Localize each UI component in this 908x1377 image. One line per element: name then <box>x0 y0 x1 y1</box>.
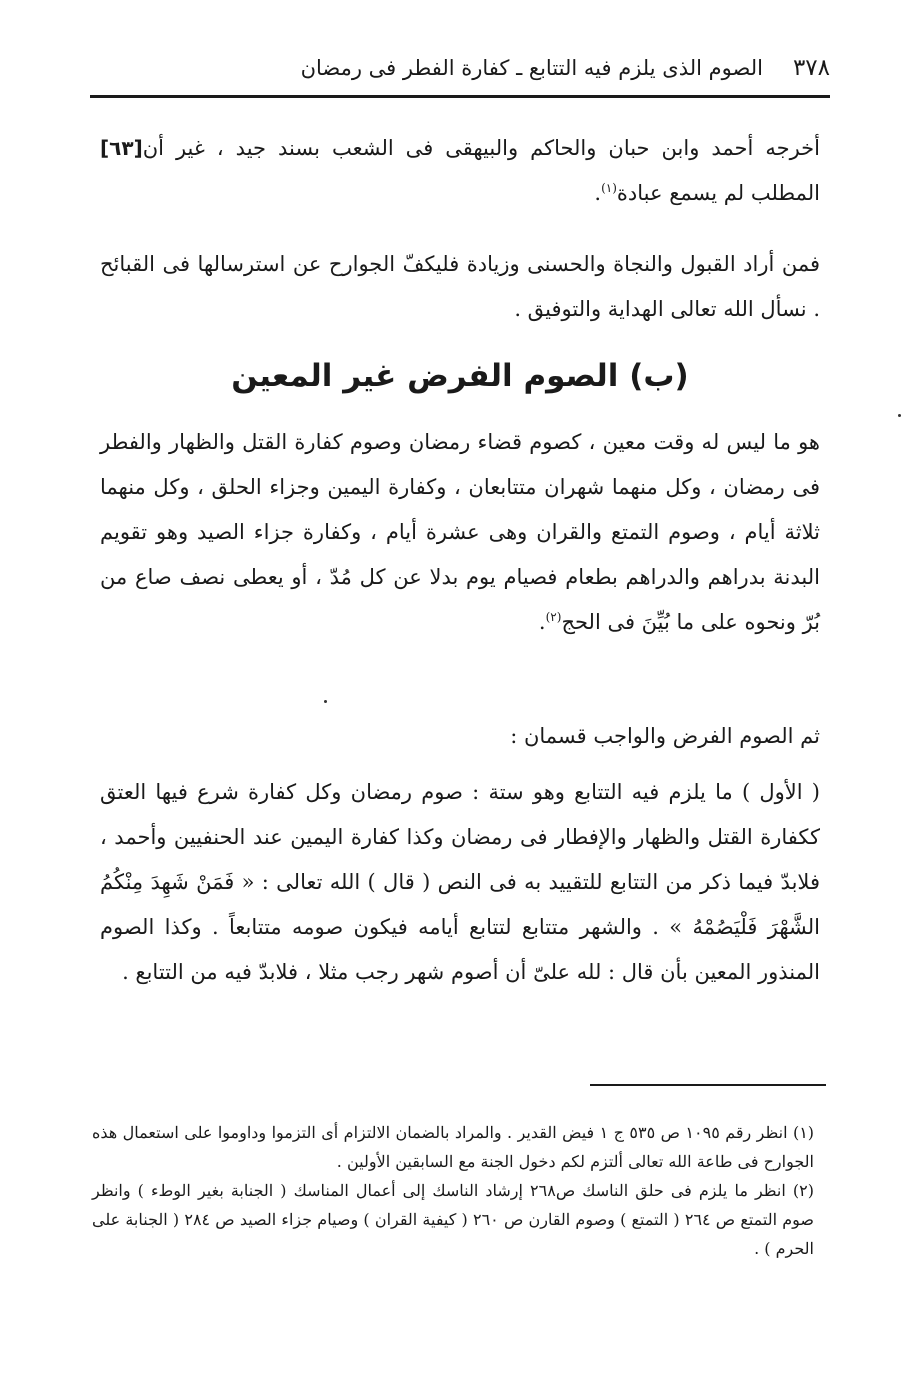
section-heading: (ب) الصوم الفرض غير المعين <box>231 358 689 394</box>
page-number: ٣٧٨ <box>792 55 830 81</box>
intro-paragraph-1-text: أخرجه أحمد وابن حبان والحاكم والبيهقى فى الشعب بسند جيد ، غير أن المطلب لم يسمع عبادة <box>142 136 820 205</box>
header-rule <box>90 95 830 98</box>
footnote-rule <box>590 1084 826 1086</box>
intro-paragraph-2: فمن أراد القبول والنجاة والحسنى وزيادة فليكفّ الجوارح عن استرسالها فى القبائح . نسأل الله تعالى الهداية والتوفيق . <box>100 252 820 321</box>
footnote-marker-2: (٢) <box>545 610 562 624</box>
hadith-reference-number: [٦٣] <box>100 136 143 160</box>
section-paragraph-1-end: . <box>538 610 546 634</box>
section-paragraph-2: ثم الصوم الفرض والواجب قسمان : <box>510 724 820 748</box>
footnotes <box>92 1118 814 1263</box>
intro-paragraph-1-end: . <box>594 181 602 205</box>
page-header <box>92 46 830 90</box>
section-paragraph-3: ( الأول ) ما يلزم فيه التتابع وهو ستة : صوم رمضان وكل كفارة شرع فيها العتق ككفارة القتل والظهار والإفطار فى رمضان وكذا كفارة اليمين عند الحنفيين وأحمد ، فلابدّ فيما ذكر من التتابع للتقييد به فى النص ( قال ) الله تعالى : « فَمَنْ شَهِدَ مِنْكُمُ الشَّهْرَ فَلْيَصُمْهُ » . والشهر متتابع لتتابع أيامه فيكون صومه متتابعاً . وكذا الصوم المنذور المعين بأن قال : لله علىّ أن أصوم شهر رجب مثلا ، فلابدّ فيه من التتابع . <box>100 780 820 984</box>
intro-paragraph-1 <box>100 126 820 216</box>
section-paragraph-1-text: هو ما ليس له وقت معين ، كصوم قضاء رمضان وصوم كفارة القتل والظهار والفطر فى رمضان ، وكل منهما شهران متتابعان ، وكفارة اليمين وجزاء الحلق ، وكل منهما ثلاثة أيام ، وصوم التمتع والقران وهى عشرة أيام ، وكفارة جزاء الصيد وهو تقويم البدنة بدراهم والدراهم بطعام فصيام يوم بدلا عن كل مُدّ ، أو يعطى نصف صاع من بُرّ ونحوه على ما بُيِّنَ فى الحج <box>100 430 820 634</box>
section-paragraph-3-block <box>100 770 820 995</box>
section-paragraph-1 <box>100 420 820 645</box>
ink-speck <box>898 414 901 417</box>
section-paragraph-2-block <box>100 714 820 759</box>
running-title: الصوم الذى يلزم فيه التتابع ـ كفارة الفطر فى رمضان <box>300 56 763 80</box>
footnote-2: (٢) انظر ما يلزم فى حلق الناسك ص٢٦٨ إرشاد الناسك إلى أعمال المناسك ( الجنابة بغير الوطء ) وانظر صوم التمتع ص ٢٦٤ ( التمتع ) وصوم القارن ص ٢٦٠ ( كيفية القران ) وصيام جزاء الصيد ص ٢٨٤ ( الجنابة على الحرم ) . <box>92 1181 815 1258</box>
section-paragraph-1-block <box>100 420 820 645</box>
ink-speck <box>324 700 327 703</box>
footnote-1: (١) انظر رقم ١٠٩٥ ص ٥٣٥ ج ١ فيض القدير . والمراد بالضمان الالتزام أى التزموا وداوموا على استعمال هذه الجوارح فى طاعة الله تعالى ألتزم لكم دخول الجنة مع السابقين الأولين . <box>92 1123 815 1171</box>
intro-block-2 <box>100 242 820 332</box>
intro-block <box>100 126 820 216</box>
footnote-marker-1: (١) <box>601 181 617 195</box>
